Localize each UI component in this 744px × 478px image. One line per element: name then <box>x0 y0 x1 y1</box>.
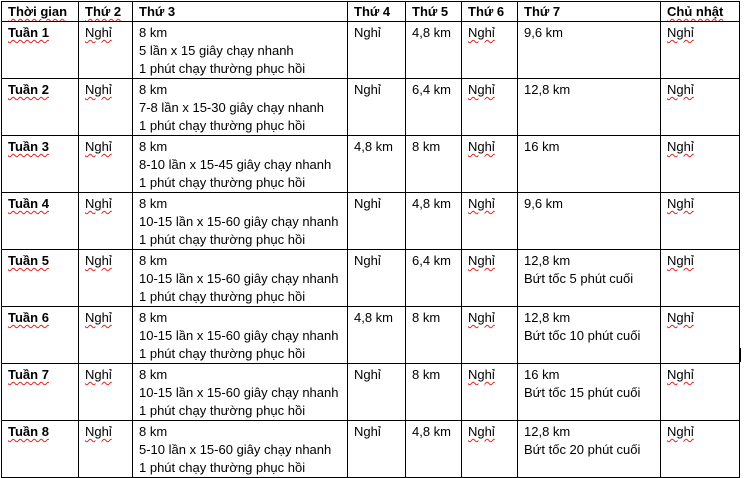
saturday-line: 16 km <box>524 139 560 154</box>
training-schedule-table <box>1 1 740 478</box>
wednesday-value: 4,8 km <box>354 310 394 325</box>
tuesday-line: 8 km <box>139 424 168 439</box>
thursday-value: 8 km <box>412 310 441 325</box>
tuesday-cell <box>133 79 348 136</box>
saturday-line: 12,8 km <box>524 310 571 325</box>
monday-value: Nghỉ <box>85 253 112 268</box>
friday-value: Nghỉ <box>468 196 495 211</box>
wednesday-cell <box>348 193 406 250</box>
friday-cell <box>462 364 518 421</box>
friday-value: Nghỉ <box>468 424 495 439</box>
saturday-cell <box>518 250 661 307</box>
table-row <box>2 79 740 136</box>
tuesday-line: 8 km <box>139 310 168 325</box>
sunday-value: Nghỉ <box>667 139 694 154</box>
wednesday-value: Nghỉ <box>354 253 381 268</box>
header-row <box>2 2 740 22</box>
table-row <box>2 22 740 79</box>
saturday-cell <box>518 364 661 421</box>
sunday-value: Nghỉ <box>667 253 694 268</box>
sunday-cell <box>661 250 740 307</box>
monday-cell <box>79 421 133 478</box>
monday-value: Nghỉ <box>85 367 112 382</box>
friday-cell <box>462 307 518 364</box>
saturday-cell <box>518 22 661 79</box>
wednesday-cell <box>348 136 406 193</box>
thursday-cell <box>406 22 462 79</box>
tuesday-cell <box>133 193 348 250</box>
week-label: Tuần 4 <box>8 196 49 211</box>
header-sunday: Chủ nhật <box>661 2 740 22</box>
monday-cell <box>79 136 133 193</box>
week-label: Tuần 5 <box>8 253 49 268</box>
tuesday-cell <box>133 421 348 478</box>
tuesday-line: 8 km <box>139 367 168 382</box>
wednesday-value: Nghỉ <box>354 82 381 97</box>
friday-cell <box>462 250 518 307</box>
thursday-cell <box>406 364 462 421</box>
thursday-cell <box>406 79 462 136</box>
table-row <box>2 364 740 421</box>
wednesday-value: Nghỉ <box>354 367 381 382</box>
tuesday-line: 8 km <box>139 196 168 211</box>
sunday-value: Nghỉ <box>667 310 694 325</box>
week-label: Tuần 1 <box>8 25 49 40</box>
tuesday-line: 1 phút chạy thường phục hồi <box>139 460 306 475</box>
saturday-line: 12,8 km <box>524 82 571 97</box>
friday-cell <box>462 22 518 79</box>
tuesday-line: 10-15 lần x 15-60 giây chạy nhanh <box>139 328 339 343</box>
tuesday-line: 8 km <box>139 139 168 154</box>
wednesday-cell <box>348 421 406 478</box>
week-label: Tuần 7 <box>8 367 49 382</box>
sunday-cell <box>661 79 740 136</box>
tuesday-line: 8 km <box>139 82 168 97</box>
saturday-cell <box>518 136 661 193</box>
tuesday-cell <box>133 307 348 364</box>
friday-value: Nghỉ <box>468 25 495 40</box>
friday-cell <box>462 193 518 250</box>
monday-cell <box>79 193 133 250</box>
wednesday-cell <box>348 250 406 307</box>
monday-cell <box>79 364 133 421</box>
friday-cell <box>462 421 518 478</box>
week-label: Tuần 2 <box>8 82 49 97</box>
wednesday-value: Nghỉ <box>354 424 381 439</box>
thursday-value: 6,4 km <box>412 82 452 97</box>
tuesday-line: 10-15 lần x 15-60 giây chạy nhanh <box>139 271 339 286</box>
tuesday-line: 1 phút chạy thường phục hồi <box>139 289 306 304</box>
sunday-cell <box>661 193 740 250</box>
sunday-value: Nghỉ <box>667 424 694 439</box>
sunday-cell <box>661 136 740 193</box>
saturday-line: Bứt tốc 15 phút cuối <box>524 385 641 400</box>
saturday-line: 12,8 km <box>524 424 571 439</box>
table-row <box>2 250 740 307</box>
monday-value: Nghỉ <box>85 196 112 211</box>
tuesday-line: 1 phút chạy thường phục hồi <box>139 403 306 418</box>
friday-cell <box>462 136 518 193</box>
week-cell <box>2 250 79 307</box>
table-row <box>2 421 740 478</box>
friday-value: Nghỉ <box>468 253 495 268</box>
sunday-value: Nghỉ <box>667 25 694 40</box>
monday-cell <box>79 250 133 307</box>
week-label: Tuần 3 <box>8 139 49 154</box>
saturday-cell <box>518 307 661 364</box>
thursday-cell <box>406 421 462 478</box>
thursday-value: 8 km <box>412 139 441 154</box>
sunday-cell <box>661 421 740 478</box>
friday-value: Nghỉ <box>468 367 495 382</box>
thursday-value: 4,8 km <box>412 424 452 439</box>
week-label: Tuần 6 <box>8 310 49 325</box>
schedule-body <box>2 22 740 478</box>
wednesday-cell <box>348 364 406 421</box>
saturday-line: 9,6 km <box>524 196 564 211</box>
week-cell <box>2 421 79 478</box>
week-cell <box>2 136 79 193</box>
tuesday-line: 1 phút chạy thường phục hồi <box>139 232 306 247</box>
thursday-cell <box>406 136 462 193</box>
sunday-cell <box>661 307 740 364</box>
thursday-value: 6,4 km <box>412 253 452 268</box>
sunday-value: Nghỉ <box>667 82 694 97</box>
header-wednesday: Thứ 4 <box>348 2 406 22</box>
thursday-value: 4,8 km <box>412 25 452 40</box>
tuesday-cell <box>133 136 348 193</box>
week-label: Tuần 8 <box>8 424 49 439</box>
week-cell <box>2 22 79 79</box>
tuesday-line: 5-10 lần x 15-60 giây chạy nhanh <box>139 442 332 457</box>
saturday-line: Bứt tốc 20 phút cuối <box>524 442 641 457</box>
saturday-line: 16 km <box>524 367 560 382</box>
monday-value: Nghỉ <box>85 139 112 154</box>
saturday-cell <box>518 79 661 136</box>
week-cell <box>2 364 79 421</box>
tuesday-line: 1 phút chạy thường phục hồi <box>139 175 306 190</box>
week-cell <box>2 193 79 250</box>
tuesday-cell <box>133 364 348 421</box>
monday-value: Nghỉ <box>85 310 112 325</box>
table-row <box>2 193 740 250</box>
wednesday-cell <box>348 22 406 79</box>
tuesday-line: 5 lần x 15 giây chạy nhanh <box>139 43 294 58</box>
thursday-cell <box>406 250 462 307</box>
saturday-line: Bứt tốc 5 phút cuối <box>524 271 634 286</box>
friday-value: Nghỉ <box>468 139 495 154</box>
monday-value: Nghỉ <box>85 25 112 40</box>
sunday-cell <box>661 364 740 421</box>
saturday-cell <box>518 193 661 250</box>
monday-cell <box>79 307 133 364</box>
monday-value: Nghỉ <box>85 82 112 97</box>
sunday-value: Nghỉ <box>667 367 694 382</box>
tuesday-line: 8 km <box>139 25 168 40</box>
tuesday-line: 1 phút chạy thường phục hồi <box>139 61 306 76</box>
wednesday-cell <box>348 307 406 364</box>
tuesday-cell <box>133 22 348 79</box>
saturday-line: Bứt tốc 10 phút cuối <box>524 328 641 343</box>
monday-cell <box>79 22 133 79</box>
week-cell <box>2 79 79 136</box>
header-time: Thời gian <box>2 2 79 22</box>
tuesday-line: 10-15 lần x 15-60 giây chạy nhanh <box>139 385 339 400</box>
thursday-cell <box>406 307 462 364</box>
tuesday-line: 7-8 lần x 15-30 giây chạy nhanh <box>139 100 325 115</box>
wednesday-value: 4,8 km <box>354 139 394 154</box>
friday-cell <box>462 79 518 136</box>
wednesday-value: Nghỉ <box>354 196 381 211</box>
thursday-value: 8 km <box>412 367 441 382</box>
header-thursday: Thứ 5 <box>406 2 462 22</box>
sunday-value: Nghỉ <box>667 196 694 211</box>
wednesday-cell <box>348 79 406 136</box>
week-cell <box>2 307 79 364</box>
wednesday-value: Nghỉ <box>354 25 381 40</box>
thursday-cell <box>406 193 462 250</box>
table-row <box>2 136 740 193</box>
sunday-cell <box>661 22 740 79</box>
header-friday: Thứ 6 <box>462 2 518 22</box>
saturday-line: 9,6 km <box>524 25 564 40</box>
table-row <box>2 307 740 364</box>
saturday-line: 12,8 km <box>524 253 571 268</box>
tuesday-line: 8-10 lần x 15-45 giây chạy nhanh <box>139 157 332 172</box>
friday-value: Nghỉ <box>468 82 495 97</box>
header-monday: Thứ 2 <box>79 2 133 22</box>
monday-value: Nghỉ <box>85 424 112 439</box>
tuesday-line: 1 phút chạy thường phục hồi <box>139 118 306 133</box>
tuesday-cell <box>133 250 348 307</box>
friday-value: Nghỉ <box>468 310 495 325</box>
tuesday-line: 10-15 lần x 15-60 giây chạy nhanh <box>139 214 339 229</box>
monday-cell <box>79 79 133 136</box>
tuesday-line: 8 km <box>139 253 168 268</box>
saturday-cell <box>518 421 661 478</box>
header-tuesday: Thứ 3 <box>133 2 348 22</box>
tuesday-line: 1 phút chạy thường phục hồi <box>139 346 306 361</box>
page-edge-marker <box>740 348 741 362</box>
header-saturday: Thứ 7 <box>518 2 661 22</box>
thursday-value: 4,8 km <box>412 196 452 211</box>
